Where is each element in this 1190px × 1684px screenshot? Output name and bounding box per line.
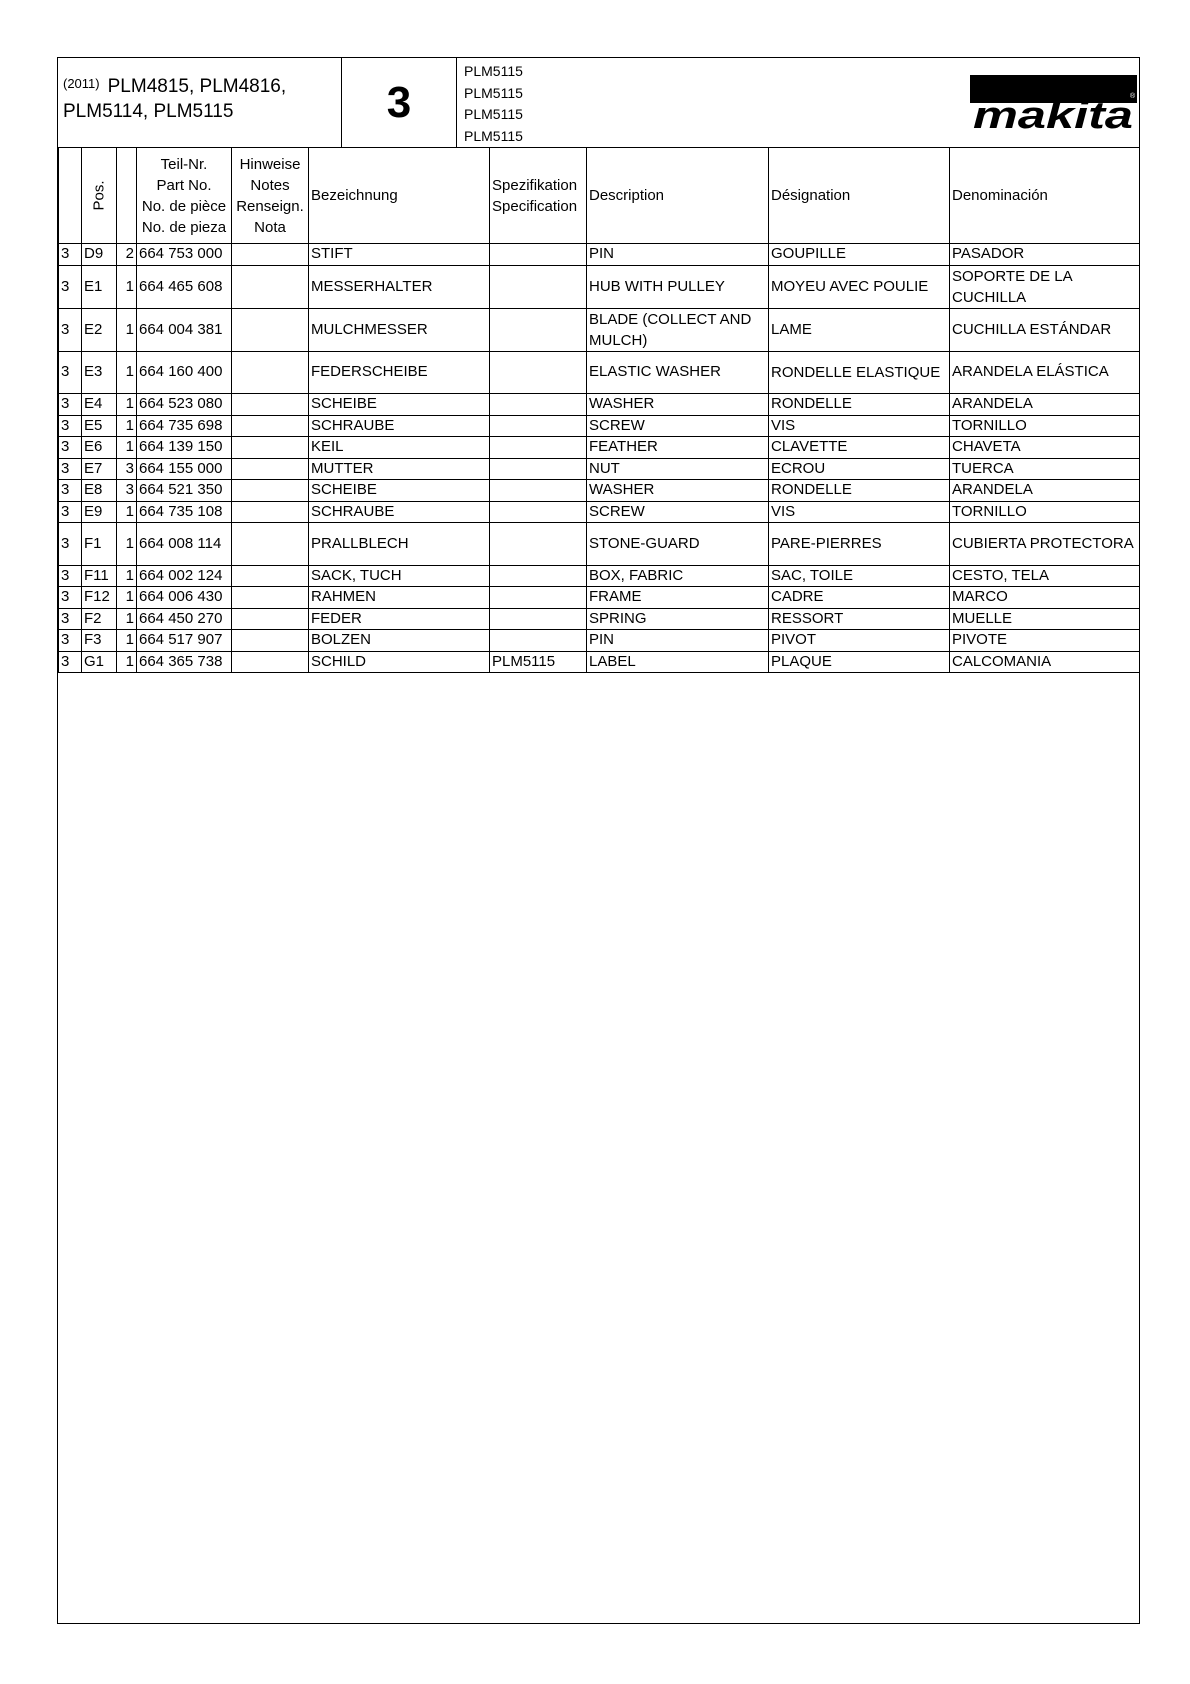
cell-page: 3 <box>59 458 82 480</box>
cell-es: ARANDELA <box>950 394 1140 416</box>
cell-de: PRALLBLECH <box>309 523 490 566</box>
cell-qty: 1 <box>117 394 137 416</box>
cell-spec <box>490 565 587 587</box>
parts-list-sheet <box>57 57 1140 1624</box>
models-line-1: PLM4815, PLM4816, <box>107 76 287 97</box>
table-row <box>59 437 1140 459</box>
cell-qty: 1 <box>117 608 137 630</box>
cell-page: 3 <box>59 394 82 416</box>
col-header-pos: Pos. <box>82 148 117 244</box>
cell-pos: E6 <box>82 437 117 459</box>
cell-pos: E8 <box>82 480 117 502</box>
col-header-denominacion: Denominación <box>950 148 1140 244</box>
makita-logo <box>970 75 1137 131</box>
variant-label: PLM5115 <box>464 84 523 101</box>
cell-spec <box>490 265 587 308</box>
table-row <box>59 394 1140 416</box>
year-label: (2011) <box>63 76 100 91</box>
col-header-bezeichnung: Bezeichnung <box>309 148 490 244</box>
cell-de: MESSERHALTER <box>309 265 490 308</box>
cell-qty: 1 <box>117 651 137 673</box>
cell-fr: RONDELLE ELASTIQUE <box>769 351 950 394</box>
cell-qty: 1 <box>117 265 137 308</box>
cell-de: SCHILD <box>309 651 490 673</box>
cell-part: 664 450 270 <box>137 608 232 630</box>
table-row <box>59 587 1140 609</box>
col-header-part-no: Teil-Nr. Part No. No. de pièce No. de pieza <box>137 148 232 244</box>
cell-notes <box>232 630 309 652</box>
cell-part: 664 365 738 <box>137 651 232 673</box>
cell-fr: MOYEU AVEC POULIE <box>769 265 950 308</box>
cell-page: 3 <box>59 308 82 351</box>
cell-fr: SAC, TOILE <box>769 565 950 587</box>
cell-page: 3 <box>59 608 82 630</box>
cell-notes <box>232 523 309 566</box>
cell-de: BOLZEN <box>309 630 490 652</box>
cell-part: 664 735 108 <box>137 501 232 523</box>
cell-es: TORNILLO <box>950 415 1140 437</box>
cell-notes <box>232 308 309 351</box>
variant-label: PLM5115 <box>464 106 523 122</box>
table-row <box>59 351 1140 394</box>
cell-fr: PIVOT <box>769 630 950 652</box>
cell-es: TUERCA <box>950 458 1140 480</box>
cell-en: ELASTIC WASHER <box>587 351 769 394</box>
cell-fr: PARE-PIERRES <box>769 523 950 566</box>
cell-spec <box>490 608 587 630</box>
cell-de: FEDER <box>309 608 490 630</box>
cell-en: PIN <box>587 630 769 652</box>
cell-es: PIVOTE <box>950 630 1140 652</box>
cell-es: MARCO <box>950 587 1140 609</box>
cell-spec: PLM5115 <box>490 651 587 673</box>
cell-part: 664 008 114 <box>137 523 232 566</box>
cell-es: MUELLE <box>950 608 1140 630</box>
cell-page: 3 <box>59 565 82 587</box>
cell-notes <box>232 351 309 394</box>
cell-qty: 1 <box>117 501 137 523</box>
cell-pos: G1 <box>82 651 117 673</box>
cell-en: BLADE (COLLECT AND MULCH) <box>587 308 769 351</box>
table-row <box>59 244 1140 266</box>
cell-qty: 1 <box>117 630 137 652</box>
cell-page: 3 <box>59 651 82 673</box>
cell-spec <box>490 630 587 652</box>
svg-text:®: ® <box>1130 93 1136 100</box>
cell-page: 3 <box>59 415 82 437</box>
cell-en: STONE-GUARD <box>587 523 769 566</box>
cell-fr: PLAQUE <box>769 651 950 673</box>
table-row <box>59 608 1140 630</box>
table-row <box>59 565 1140 587</box>
table-row <box>59 501 1140 523</box>
cell-pos: E3 <box>82 351 117 394</box>
cell-qty: 1 <box>117 437 137 459</box>
table-row <box>59 458 1140 480</box>
page-number: 3 <box>342 58 457 147</box>
cell-de: KEIL <box>309 437 490 459</box>
cell-part: 664 002 124 <box>137 565 232 587</box>
cell-es: CUCHILLA ESTÁNDAR <box>950 308 1140 351</box>
cell-notes <box>232 394 309 416</box>
table-row <box>59 523 1140 566</box>
table-row <box>59 480 1140 502</box>
cell-part: 664 523 080 <box>137 394 232 416</box>
table-header-row <box>59 148 1140 244</box>
cell-page: 3 <box>59 437 82 459</box>
cell-en: LABEL <box>587 651 769 673</box>
cell-page: 3 <box>59 265 82 308</box>
variant-label: PLM5115 <box>464 63 523 79</box>
cell-pos: E7 <box>82 458 117 480</box>
cell-spec <box>490 501 587 523</box>
col-header-designation: Désignation <box>769 148 950 244</box>
model-list <box>58 58 342 147</box>
variant-list <box>464 61 523 147</box>
cell-spec <box>490 480 587 502</box>
cell-notes <box>232 501 309 523</box>
cell-en: FRAME <box>587 587 769 609</box>
cell-qty: 1 <box>117 587 137 609</box>
cell-part: 664 006 430 <box>137 587 232 609</box>
cell-pos: F2 <box>82 608 117 630</box>
cell-part: 664 517 907 <box>137 630 232 652</box>
cell-notes <box>232 480 309 502</box>
cell-fr: LAME <box>769 308 950 351</box>
cell-pos: D9 <box>82 244 117 266</box>
cell-part: 664 155 000 <box>137 458 232 480</box>
cell-en: WASHER <box>587 394 769 416</box>
cell-de: STIFT <box>309 244 490 266</box>
cell-qty: 1 <box>117 351 137 394</box>
cell-de: MULCHMESSER <box>309 308 490 351</box>
cell-notes <box>232 265 309 308</box>
col-header-spezifikation: Spezifikation Specification <box>490 148 587 244</box>
cell-qty: 1 <box>117 415 137 437</box>
cell-en: NUT <box>587 458 769 480</box>
cell-qty: 1 <box>117 565 137 587</box>
cell-de: SACK, TUCH <box>309 565 490 587</box>
table-row <box>59 651 1140 673</box>
cell-pos: F11 <box>82 565 117 587</box>
cell-part: 664 160 400 <box>137 351 232 394</box>
cell-fr: RONDELLE <box>769 480 950 502</box>
cell-es: SOPORTE DE LA CUCHILLA <box>950 265 1140 308</box>
cell-qty: 1 <box>117 523 137 566</box>
cell-part: 664 465 608 <box>137 265 232 308</box>
logo-wordmark: makita <box>973 95 1133 131</box>
cell-qty: 1 <box>117 308 137 351</box>
cell-pos: E2 <box>82 308 117 351</box>
cell-page: 3 <box>59 480 82 502</box>
table-row <box>59 630 1140 652</box>
cell-spec <box>490 458 587 480</box>
cell-de: SCHRAUBE <box>309 501 490 523</box>
cell-en: PIN <box>587 244 769 266</box>
cell-notes <box>232 415 309 437</box>
cell-es: CESTO, TELA <box>950 565 1140 587</box>
cell-page: 3 <box>59 630 82 652</box>
cell-fr: RESSORT <box>769 608 950 630</box>
cell-en: HUB WITH PULLEY <box>587 265 769 308</box>
cell-notes <box>232 458 309 480</box>
cell-spec <box>490 244 587 266</box>
cell-es: CUBIERTA PROTECTORA <box>950 523 1140 566</box>
cell-page: 3 <box>59 244 82 266</box>
cell-es: PASADOR <box>950 244 1140 266</box>
cell-de: MUTTER <box>309 458 490 480</box>
cell-spec <box>490 523 587 566</box>
cell-fr: VIS <box>769 501 950 523</box>
cell-notes <box>232 608 309 630</box>
cell-spec <box>490 587 587 609</box>
cell-qty: 3 <box>117 458 137 480</box>
cell-en: WASHER <box>587 480 769 502</box>
cell-es: CALCOMANIA <box>950 651 1140 673</box>
cell-de: RAHMEN <box>309 587 490 609</box>
cell-part: 664 139 150 <box>137 437 232 459</box>
cell-spec <box>490 308 587 351</box>
cell-notes <box>232 565 309 587</box>
col-header-model <box>117 148 137 244</box>
cell-spec <box>490 351 587 394</box>
cell-en: BOX, FABRIC <box>587 565 769 587</box>
cell-page: 3 <box>59 587 82 609</box>
cell-spec <box>490 437 587 459</box>
cell-part: 664 753 000 <box>137 244 232 266</box>
cell-fr: CLAVETTE <box>769 437 950 459</box>
cell-part: 664 004 381 <box>137 308 232 351</box>
cell-es: TORNILLO <box>950 501 1140 523</box>
cell-en: SCREW <box>587 501 769 523</box>
cell-de: SCHEIBE <box>309 480 490 502</box>
cell-page: 3 <box>59 523 82 566</box>
col-header-description: Description <box>587 148 769 244</box>
cell-en: SCREW <box>587 415 769 437</box>
cell-spec <box>490 415 587 437</box>
cell-es: ARANDELA <box>950 480 1140 502</box>
table-row <box>59 415 1140 437</box>
cell-pos: F12 <box>82 587 117 609</box>
cell-pos: F3 <box>82 630 117 652</box>
cell-de: SCHEIBE <box>309 394 490 416</box>
cell-es: CHAVETA <box>950 437 1140 459</box>
cell-en: FEATHER <box>587 437 769 459</box>
cell-fr: CADRE <box>769 587 950 609</box>
cell-de: SCHRAUBE <box>309 415 490 437</box>
cell-en: SPRING <box>587 608 769 630</box>
cell-qty: 3 <box>117 480 137 502</box>
cell-pos: E1 <box>82 265 117 308</box>
cell-de: FEDERSCHEIBE <box>309 351 490 394</box>
cell-fr: VIS <box>769 415 950 437</box>
parts-table-body <box>59 244 1140 673</box>
cell-part: 664 521 350 <box>137 480 232 502</box>
document-header <box>58 58 1139 148</box>
cell-qty: 2 <box>117 244 137 266</box>
cell-pos: E4 <box>82 394 117 416</box>
cell-pos: F1 <box>82 523 117 566</box>
cell-fr: GOUPILLE <box>769 244 950 266</box>
cell-fr: ECROU <box>769 458 950 480</box>
table-row <box>59 308 1140 351</box>
col-header-page <box>59 148 82 244</box>
cell-part: 664 735 698 <box>137 415 232 437</box>
cell-spec <box>490 394 587 416</box>
table-row <box>59 265 1140 308</box>
parts-table <box>58 147 1140 673</box>
col-header-notes: Hinweise Notes Renseign. Nota <box>232 148 309 244</box>
cell-es: ARANDELA ELÁSTICA <box>950 351 1140 394</box>
cell-notes <box>232 651 309 673</box>
cell-notes <box>232 244 309 266</box>
models-line-2: PLM5114, PLM5115 <box>63 101 234 122</box>
cell-notes <box>232 587 309 609</box>
cell-notes <box>232 437 309 459</box>
cell-fr: RONDELLE <box>769 394 950 416</box>
variant-label: PLM5115 <box>464 127 523 144</box>
cell-pos: E9 <box>82 501 117 523</box>
cell-page: 3 <box>59 501 82 523</box>
cell-page: 3 <box>59 351 82 394</box>
cell-pos: E5 <box>82 415 117 437</box>
